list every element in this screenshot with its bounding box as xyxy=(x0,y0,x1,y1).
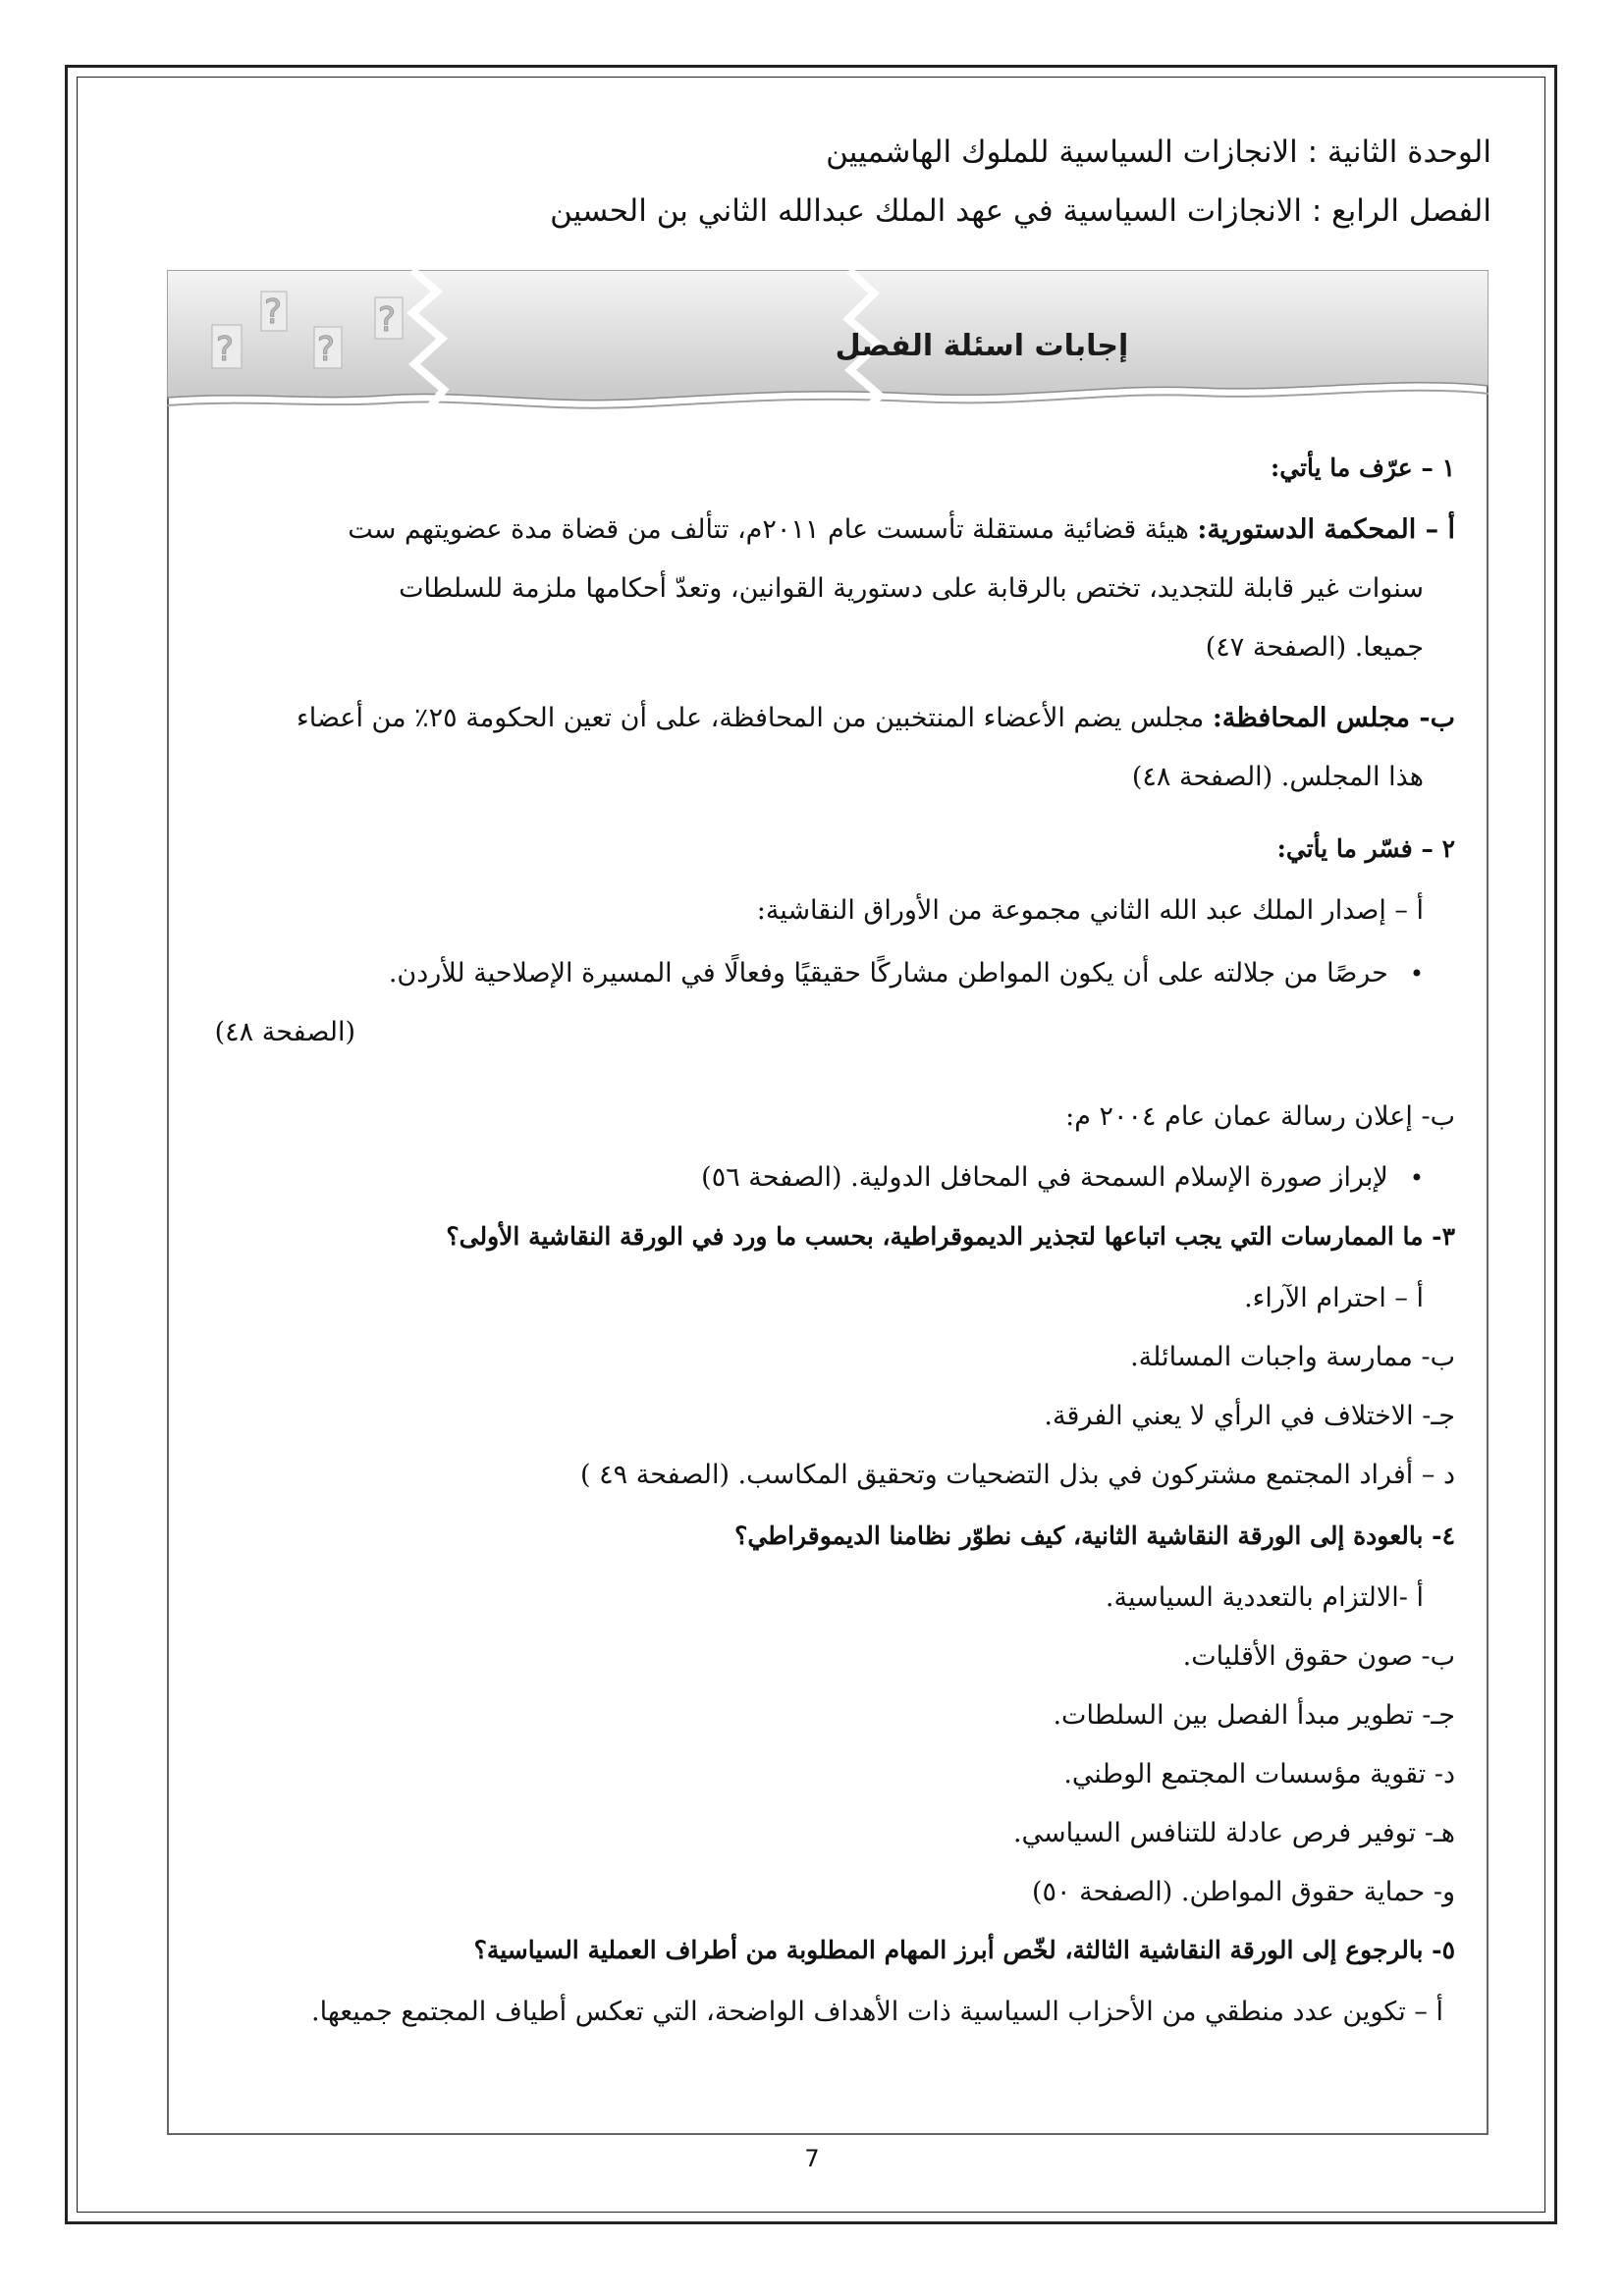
q4-item-a: أ -الالتزام بالتعددية السياسية. xyxy=(1105,1582,1424,1613)
page-number: 7 xyxy=(804,2145,820,2172)
q4-item-e: هـ- توفير فرص عادلة للتنافس السياسي. xyxy=(1012,1818,1455,1848)
svg-text:?: ? xyxy=(317,330,336,369)
q2-a-bullet: • حرصًا من جلالته على أن يكون المواطن مشاركًا حقيقيًا وفعالًا في المسيرة الإصلاحية للأردن. xyxy=(389,958,1424,988)
q3-item-a: أ – احترام الآراء. xyxy=(1244,1283,1424,1313)
q3-item-d: د – أفراد المجتمع مشتركون في بذل التضحيات وتحقيق المكاسب. (الصفحة ٤٩ ) xyxy=(580,1460,1455,1490)
q1-b-line2: هذا المجلس. (الصفحة ٤٨) xyxy=(1131,762,1424,792)
q2-b: ب- إعلان رسالة عمان عام ٢٠٠٤ م: xyxy=(1065,1101,1455,1132)
q4-item-c: جـ- تطوير مبدأ الفصل بين السلطات. xyxy=(1053,1700,1455,1731)
q4-item-b: ب- صون حقوق الأقليات. xyxy=(1182,1641,1455,1672)
question-3-title: ٣- ما الممارسات التي يجب اتباعها لتجذير الديموقراطية، بحسب ما ورد في الورقة النقاشية الأولى؟ xyxy=(446,1222,1455,1251)
question-2-title: ٢ – فسّر ما يأتي: xyxy=(1276,834,1455,863)
question-1-title: ١ – عرّف ما يأتي: xyxy=(1271,454,1455,482)
section-banner xyxy=(167,270,1489,432)
q2-a: أ – إصدار الملك عبد الله الثاني مجموعة من الأوراق النقاشية: xyxy=(756,895,1424,926)
q1-b-term: ب- مجلس المحافظة: xyxy=(1212,703,1455,733)
answers-box xyxy=(167,270,1489,2135)
question-5-title: ٥- بالرجوع إلى الورقة النقاشية الثالثة، لخّص أبرز المهام المطلوبة من أطراف العملية السياسية؟ xyxy=(473,1936,1455,1964)
unit-title: الوحدة الثانية : الانجازات السياسية للملوك الهاشميين xyxy=(826,134,1491,170)
svg-text:?: ? xyxy=(264,293,283,332)
q3-item-c: جـ- الاختلاف في الرأي لا يعني الفرقة. xyxy=(1044,1401,1455,1431)
banner-title: إجابات اسئلة الفصل xyxy=(835,329,1129,363)
q1-a-text1: هيئة قضائية مستقلة تأسست عام ٢٠١١م، تتألف من قضاة مدة عضويتهم ست xyxy=(348,514,1189,545)
svg-text:?: ? xyxy=(378,300,397,340)
q1-b-text1: مجلس يضم الأعضاء المنتخبين من المحافظة، على أن تعين الحكومة ٢٥٪ من أعضاء xyxy=(297,703,1205,733)
q4-item-f: و- حماية حقوق المواطن. (الصفحة ٥٠) xyxy=(1031,1877,1455,1907)
chapter-title: الفصل الرابع : الانجازات السياسية في عهد الملك عبدالله الثاني بن الحسين xyxy=(550,193,1491,229)
q5-a: أ – تكوين عدد منطقي من الأحزاب السياسية ذات الأهداف الواضحة، التي تعكس أطياف المجتمع جميعها. xyxy=(311,1997,1443,2027)
q1-a-line3: جميعا. (الصفحة ٤٧) xyxy=(1205,632,1424,663)
q1-a-line1 xyxy=(348,514,1455,545)
q1-b-line1 xyxy=(297,703,1455,733)
q3-item-b: ب- ممارسة واجبات المسائلة. xyxy=(1130,1342,1455,1372)
svg-text:?: ? xyxy=(216,330,235,369)
q2-a-page: (الصفحة ٤٨) xyxy=(214,1017,355,1047)
q4-item-d: د- تقوية مؤسسات المجتمع الوطني. xyxy=(1063,1759,1455,1789)
question-4-title: ٤- بالعودة إلى الورقة النقاشية الثانية، كيف نطوّر نظامنا الديموقراطي؟ xyxy=(734,1522,1455,1550)
q1-a-line2: سنوات غير قابلة للتجديد، تختص بالرقابة على دستورية القوانين، وتعدّ أحكامها ملزمة للسلطات xyxy=(399,573,1424,604)
q1-a-term: أ – المحكمة الدستورية: xyxy=(1197,514,1455,545)
q2-b-bullet: • لإبراز صورة الإسلام السمحة في المحافل الدولية. (الصفحة ٥٦) xyxy=(701,1162,1424,1193)
